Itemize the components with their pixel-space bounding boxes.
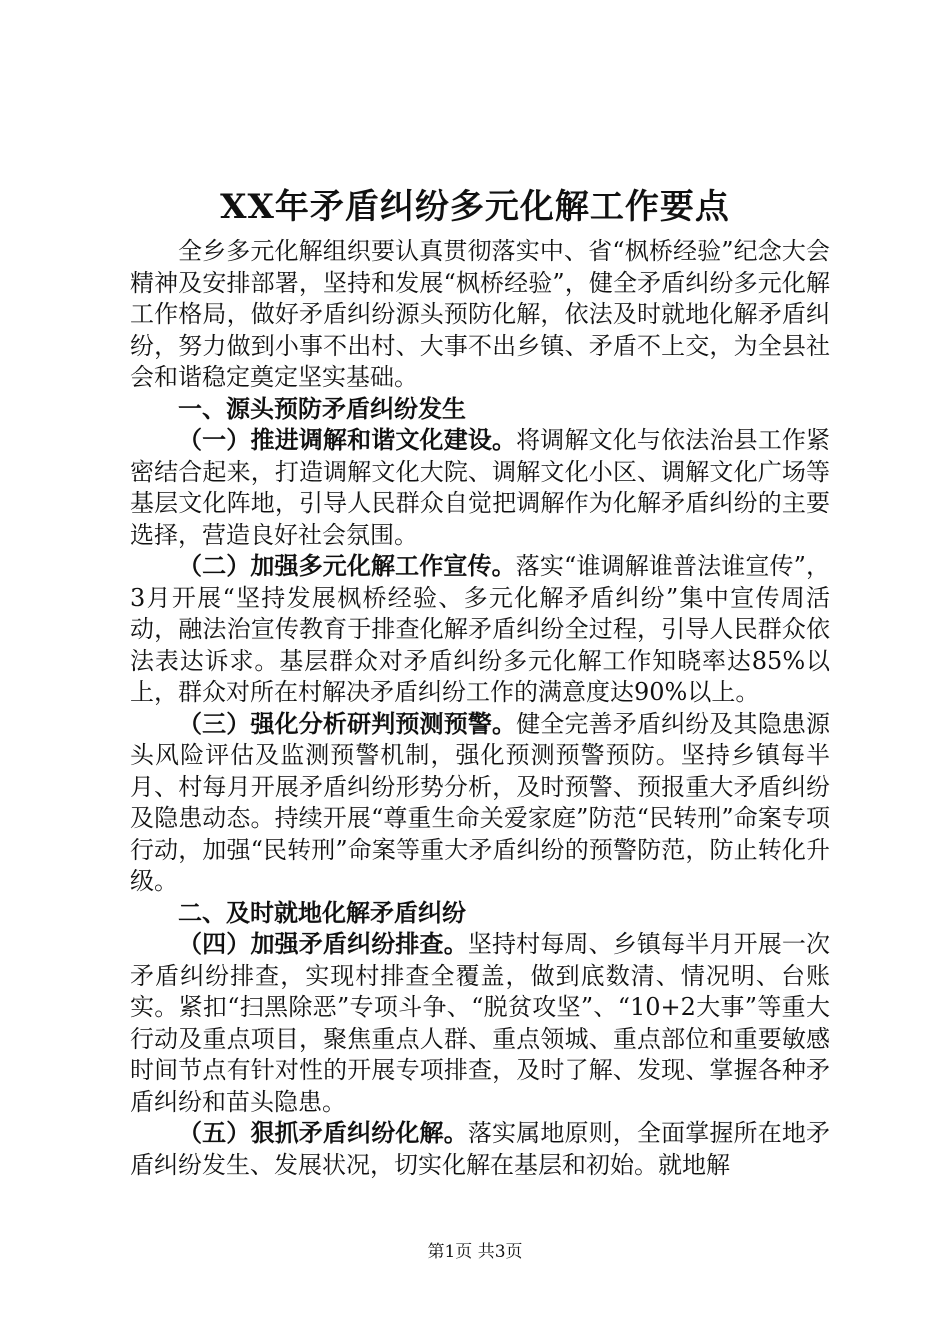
section-heading-1: 一、源头预防矛盾纠纷发生 (178, 394, 466, 423)
item-text-2: 落实“谁调解谁普法谁宣传”，3月开展“坚持发展枫桥经验、多元化解矛盾纠纷”集中宣传周活动，融法治宣传教育于排查化解矛盾纠纷全过程，引导人民群众依法表达诉求。基层群众对矛盾纠纷多元化解工作知晓率达85%以上，群众对所在村解决矛盾纠纷工作的满意度达90%以上。 (130, 552, 830, 706)
item-lead-1: （一）推进调解和谐文化建设。 (178, 426, 517, 454)
item-text-5: 落实属地原则，全面掌握所在地矛盾纠纷发生、发展状况，切实化解在基层和初始。就地解 (130, 1119, 831, 1179)
item-paragraph-5 (130, 1118, 830, 1181)
document-body (130, 236, 830, 1181)
item-text-3: 健全完善矛盾纠纷及其隐患源头风险评估及监测预警机制，强化预测预警预防。坚持乡镇每半月、村每月开展矛盾纠纷形势分析，及时预警、预报重大矛盾纠纷及隐患动态。持续开展“尊重生命关爱家庭”防范“民转刑”命案专项行动，加强“民转刑”命案等重大矛盾纠纷的预警防范，防止转化升级。 (130, 709, 831, 895)
item-text-1: 将调解文化与依法治县工作紧密结合起来，打造调解文化大院、调解文化小区、调解文化广场等基层文化阵地，引导人民群众自觉把调解作为化解矛盾纠纷的主要选择，营造良好社会氛围。 (130, 426, 831, 549)
document-title: XX年矛盾纠纷多元化解工作要点 (220, 187, 730, 227)
page-number-footer: 第1页 共3页 (427, 1242, 523, 1262)
item-paragraph-3 (130, 709, 830, 898)
section-heading-2: 二、及时就地化解矛盾纠纷 (178, 898, 466, 927)
item-lead-5: （五）狠抓矛盾纠纷化解。 (178, 1119, 468, 1147)
item-paragraph-2 (130, 551, 830, 709)
item-text-4: 坚持村每周、乡镇每半月开展一次矛盾纠纷排查，实现村排查全覆盖，做到底数清、情况明、台账实。紧扣“扫黑除恶”专项斗争、“脱贫攻坚”、“10+2大事”等重大行动及重点项目，聚焦重点人群、重点领城、重点部位和重要敏感时间节点有针对性的开展专项排查，及时了解、发现、掌握各种矛盾纠纷和苗头隐患。 (130, 930, 831, 1116)
item-lead-3: （三）强化分析研判预测预警。 (178, 709, 517, 738)
item-lead-4: （四）加强矛盾纠纷排查。 (178, 930, 468, 958)
intro-paragraph: 全乡多元化解组织要认真贯彻落实中、省“枫桥经验”纪念大会精神及安排部署，坚持和发展“枫桥经验”，健全矛盾纠纷多元化解工作格局，做好矛盾纠纷源头预防化解，依法及时就地化解矛盾纠纷，努力做到小事不出村、大事不出乡镇、矛盾不上交，为全县社会和谐稳定奠定坚实基础。 (130, 237, 830, 391)
item-paragraph-4 (130, 929, 830, 1118)
item-lead-2: （二）加强多元化解工作宣传。 (178, 552, 516, 580)
item-paragraph-1 (130, 425, 830, 551)
